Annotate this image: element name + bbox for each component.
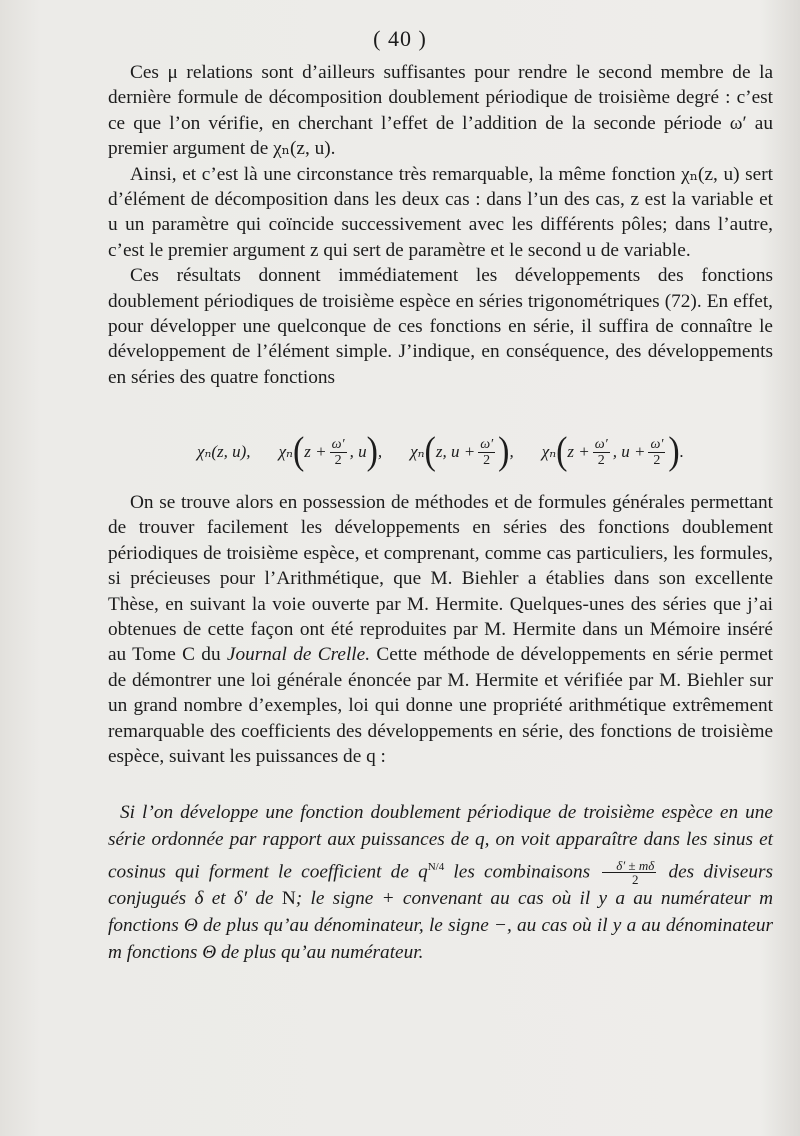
fraction-denominator: 2 (653, 452, 661, 468)
close-paren: ) (366, 430, 378, 473)
theorem-N: N (281, 888, 296, 910)
formula-term-4-arg2: , u + (612, 442, 646, 461)
fraction-denominator: 2 (334, 452, 342, 468)
formula-term-2-comma: , (377, 442, 383, 461)
paragraph-3: Ces résultats donnent immédiatement les développements des fonctions doublement périodiques de troisième espèce en séries trigonométriques (72). En effet, pour développer une quelconque de ces fonctions en série, il suffira de connaître le développement de l’élément simple. J’indique, en conséquence, des développements en séries des quatre fonctions (108, 265, 773, 388)
fraction-numerator: ω′ (480, 436, 494, 452)
formula-term-2-chi: χₙ (278, 442, 293, 461)
formula-term-3-arg1: z, u + (435, 442, 476, 461)
theorem-fraction (602, 859, 656, 886)
text-block-top (108, 60, 773, 390)
open-paren: ( (556, 430, 568, 473)
formula-term-4-arg1: z + (567, 442, 590, 461)
paragraph-1: Ces μ relations sont d’ailleurs suffisantes pour rendre le second membre de la dernière formule de décomposition doublement périodique de troisième degré : c’est ce que l’on vérifie, en cherchant l’effet de l’addition de la seconde période ω′ au premier argument de χₙ(z, u). (108, 62, 773, 160)
fraction-numerator: ω′ (650, 436, 664, 452)
paragraph-4-text: On se trouve alors en possession de méthodes et de formules générales permettant de trouver facilement les développements en séries des fonctions doublement périodiques de troisième espèce, et comprenant, comme cas particuliers, les formules, si précieuses pour l’Arithmétique, que M. Biehler a établies dans son excellente Thèse, en suivant la voie ouverte par M. Hermite. Quelques-unes des séries que j’ai obtenues de cette façon ont été reproduites par M. Hermite dans un Mémoire inséré au Tome C du (108, 492, 773, 666)
journal-title: Journal de Crelle. (226, 644, 371, 666)
theorem-part-a: Si l’on développe une fonction doublement périodique de troisième espèce en une série ordonnée par rapport aux puissances de q, on voit apparaître dans les sinus et cosinus qui forment le coefficient de q (108, 802, 773, 883)
theorem-part-c: des diviseurs conjugués δ et δ′ de (108, 861, 773, 910)
theorem-part-d: ; le signe + convenant au cas où il y a au numérateur m fonctions Θ de plus qu’au dénominateur, le signe −, au cas où il y a au dénominateur m fonctions Θ de plus qu’au numérateur. (108, 888, 773, 963)
formula-term-1 (197, 442, 251, 462)
formula-term-1-text: χₙ(z, u), (197, 442, 251, 461)
close-paren: ) (668, 430, 680, 473)
open-paren: ( (424, 430, 436, 473)
paragraph-2: Ainsi, et c’est là une circonstance très remarquable, la même fonction χₙ(z, u) sert d’élément de décomposition dans les deux cas : dans l’un des cas, z est la variable et u un paramètre qui coïncide successivement avec les différents pôles; dans l’autre, c’est le premier argument z qui sert de paramètre et le second u de variable. (108, 163, 773, 261)
formula-four-functions (108, 425, 773, 479)
fraction (648, 437, 665, 468)
fraction (478, 437, 495, 468)
paragraph-4-end: Cette méthode de développements en série permet de démontrer une loi générale énoncée par M. Hermite et vérifiée par M. Biehler sur un grand nombre d’exemples, loi qui donne une propriété arithmétique extrêmement remarquable des coefficients des développements en série, des fonctions de troisième espèce, suivant les puissances de q : (108, 644, 773, 768)
theorem-part-b: les combinaisons (453, 861, 591, 883)
formula-term-3-chi: χₙ (410, 442, 425, 461)
formula-term-3 (410, 430, 514, 473)
formula-term-3-comma: , (509, 442, 514, 461)
page-number: ( 40 ) (373, 26, 427, 51)
close-paren: ) (498, 430, 510, 473)
text-block-middle (108, 490, 773, 769)
fraction-denominator: 2 (483, 452, 491, 468)
fraction-numerator: ω′ (594, 436, 608, 452)
formula-term-4-chi: χₙ (541, 442, 557, 461)
formula-term-2-arg2: , u (349, 442, 367, 461)
formula-term-2-arg1: z + (304, 442, 327, 461)
exponent-n-over-4: N/4 (427, 860, 445, 873)
paragraph-4 (108, 490, 773, 769)
theorem-statement (108, 800, 773, 966)
formula-term-2 (278, 430, 383, 473)
formula-term-4-period: . (679, 442, 684, 461)
theorem-paragraph (108, 800, 773, 966)
open-paren: ( (292, 430, 305, 473)
theorem-fraction-denominator: 2 (632, 872, 639, 888)
fraction (330, 437, 347, 468)
fraction (593, 437, 610, 468)
fraction-numerator: ω′ (331, 436, 345, 452)
formula-term-4 (541, 430, 684, 473)
fraction-denominator: 2 (597, 452, 605, 468)
theorem-fraction-numerator: δ′ ± mδ (602, 859, 656, 873)
